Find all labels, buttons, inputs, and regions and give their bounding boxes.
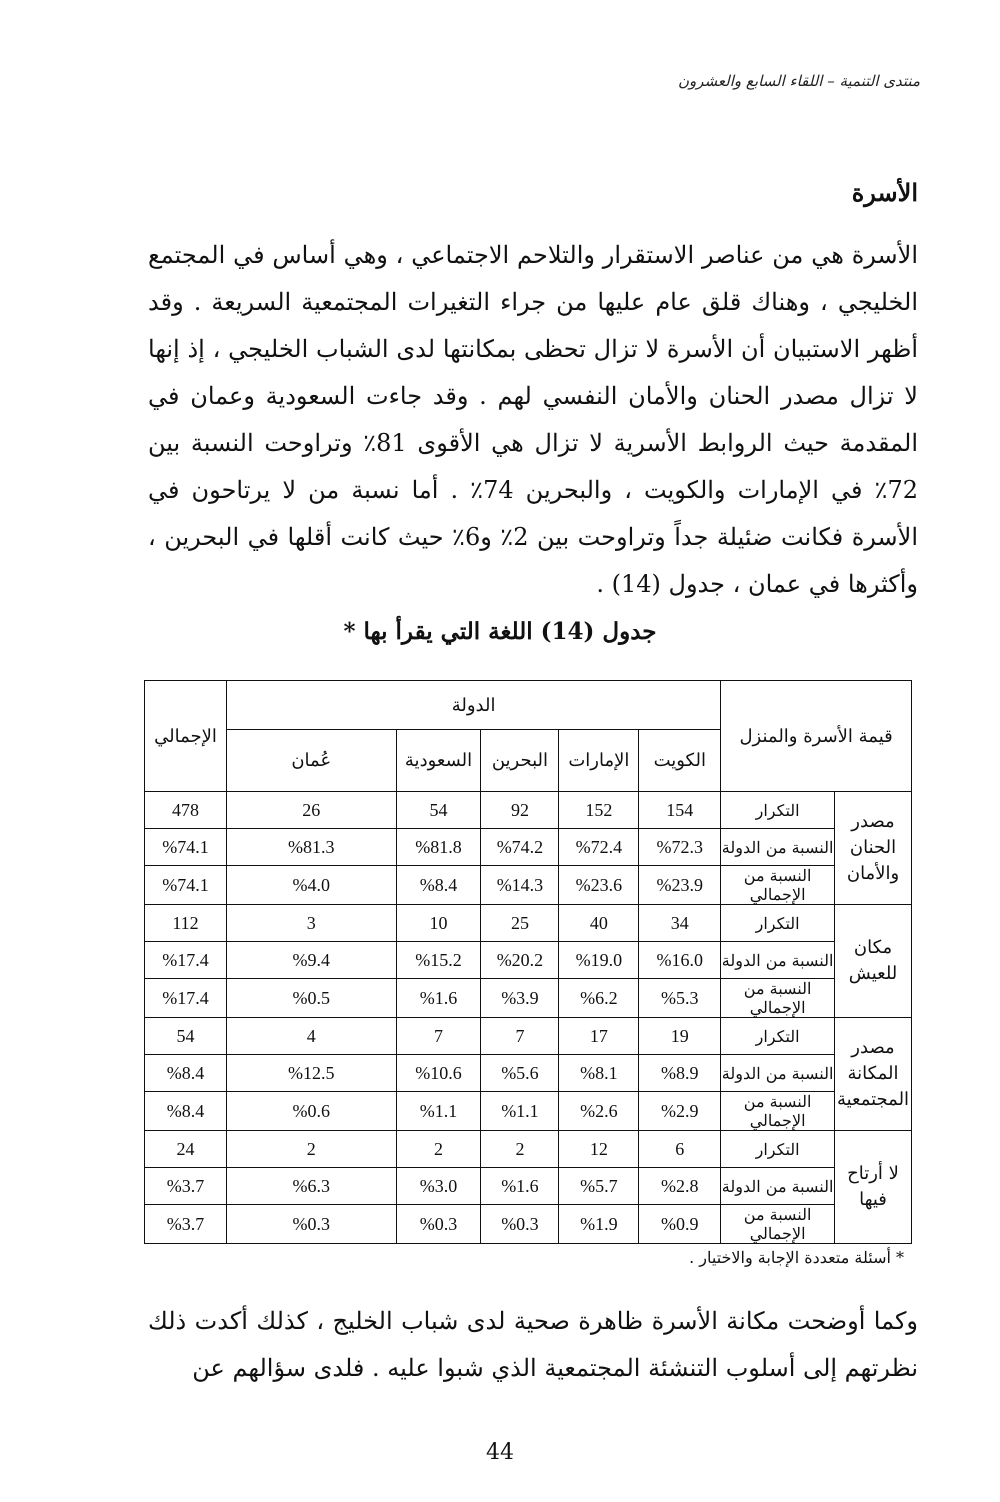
table-cell-total: 112 bbox=[145, 905, 227, 942]
table-cell-total: %3.7 bbox=[145, 1168, 227, 1205]
table-footnote: * أسئلة متعددة الإجابة والاختيار . bbox=[689, 1248, 904, 1267]
table-cell: 7 bbox=[396, 1018, 481, 1055]
table-cell: %5.7 bbox=[559, 1168, 639, 1205]
table-cell: %8.9 bbox=[639, 1055, 721, 1092]
table-cell: 34 bbox=[639, 905, 721, 942]
row-label: النسبة من الإجمالي bbox=[721, 1092, 835, 1131]
table-cell: 2 bbox=[226, 1131, 396, 1168]
table-title: جدول (14) اللغة التي يقرأ بها * bbox=[343, 618, 657, 645]
table-cell-total: %8.4 bbox=[145, 1092, 227, 1131]
table-cell: %0.9 bbox=[639, 1205, 721, 1244]
row-label: التكرار bbox=[721, 905, 835, 942]
running-header: منتدى التنمية – اللقاء السابع والعشرون bbox=[678, 72, 920, 90]
table-row bbox=[145, 942, 912, 979]
table-cell-total: %74.1 bbox=[145, 829, 227, 866]
row-label: النسبة من الدولة bbox=[721, 1055, 835, 1092]
header-country: عُمان bbox=[226, 730, 396, 792]
table-cell-total: %3.7 bbox=[145, 1205, 227, 1244]
header-country: السعودية bbox=[396, 730, 481, 792]
row-label: النسبة من الدولة bbox=[721, 942, 835, 979]
row-group-label: مكان للعيش bbox=[835, 905, 912, 1018]
table-cell: %3.9 bbox=[481, 979, 559, 1018]
table-cell: 26 bbox=[226, 792, 396, 829]
table-cell: %14.3 bbox=[481, 866, 559, 905]
row-label: النسبة من الإجمالي bbox=[721, 866, 835, 905]
table-cell: 2 bbox=[481, 1131, 559, 1168]
table-row bbox=[145, 1092, 912, 1131]
table-cell: %3.0 bbox=[396, 1168, 481, 1205]
table-row bbox=[145, 905, 912, 942]
row-label: التكرار bbox=[721, 1131, 835, 1168]
table-row bbox=[145, 1168, 912, 1205]
table-row bbox=[145, 979, 912, 1018]
header-country: الكويت bbox=[639, 730, 721, 792]
table-cell: %20.2 bbox=[481, 942, 559, 979]
table-body bbox=[145, 792, 912, 1244]
table-cell-total: %74.1 bbox=[145, 866, 227, 905]
header-state-group: الدولة bbox=[226, 681, 720, 730]
table-cell: 2 bbox=[396, 1131, 481, 1168]
table-cell: %81.8 bbox=[396, 829, 481, 866]
table-cell: %6.3 bbox=[226, 1168, 396, 1205]
header-value-column: قيمة الأسرة والمنزل bbox=[721, 681, 912, 792]
table-cell: %1.1 bbox=[396, 1092, 481, 1131]
table-cell: %74.2 bbox=[481, 829, 559, 866]
table-cell: %19.0 bbox=[559, 942, 639, 979]
table-cell-total: %8.4 bbox=[145, 1055, 227, 1092]
table-cell: %12.5 bbox=[226, 1055, 396, 1092]
table-row bbox=[145, 1055, 912, 1092]
table-cell: %72.3 bbox=[639, 829, 721, 866]
table-cell: 25 bbox=[481, 905, 559, 942]
row-label: النسبة من الدولة bbox=[721, 1168, 835, 1205]
table-row bbox=[145, 1205, 912, 1244]
table-cell: 4 bbox=[226, 1018, 396, 1055]
header-country: البحرين bbox=[481, 730, 559, 792]
table-cell: 17 bbox=[559, 1018, 639, 1055]
page-number: 44 bbox=[486, 1440, 514, 1465]
table-cell: %72.4 bbox=[559, 829, 639, 866]
row-label: التكرار bbox=[721, 792, 835, 829]
table-cell: %81.3 bbox=[226, 829, 396, 866]
table-cell: 7 bbox=[481, 1018, 559, 1055]
table-cell: 3 bbox=[226, 905, 396, 942]
row-group-label: مصدر المكانة المجتمعية bbox=[835, 1018, 912, 1131]
table-cell: %1.1 bbox=[481, 1092, 559, 1131]
table-cell: %5.6 bbox=[481, 1055, 559, 1092]
table-cell: %16.0 bbox=[639, 942, 721, 979]
row-label: التكرار bbox=[721, 1018, 835, 1055]
table-cell-total: 54 bbox=[145, 1018, 227, 1055]
table-cell: %0.3 bbox=[481, 1205, 559, 1244]
table-cell: 152 bbox=[559, 792, 639, 829]
table-cell: %23.6 bbox=[559, 866, 639, 905]
table-cell: %2.9 bbox=[639, 1092, 721, 1131]
table-cell: %1.6 bbox=[481, 1168, 559, 1205]
table-cell: %0.5 bbox=[226, 979, 396, 1018]
row-group-label: مصدر الحنان والأمان bbox=[835, 792, 912, 905]
table-cell: %23.9 bbox=[639, 866, 721, 905]
table-row bbox=[145, 1018, 912, 1055]
header-total: الإجمالي bbox=[145, 681, 227, 792]
table-row bbox=[145, 866, 912, 905]
header-country: الإمارات bbox=[559, 730, 639, 792]
row-group-label: لا أرتاح فيها bbox=[835, 1131, 912, 1244]
table-cell: %1.6 bbox=[396, 979, 481, 1018]
table-cell: %0.6 bbox=[226, 1092, 396, 1131]
table-cell: %0.3 bbox=[396, 1205, 481, 1244]
table-cell: %9.4 bbox=[226, 942, 396, 979]
table-cell-total: %17.4 bbox=[145, 979, 227, 1018]
section-heading: الأسرة bbox=[851, 178, 918, 207]
table-cell: 19 bbox=[639, 1018, 721, 1055]
body-paragraph-2: وكما أوضحت مكانة الأسرة ظاهرة صحية لدى شباب الخليج ، كذلك أكدت ذلك نظرتهم إلى أسلوب التنشئة المجتمعية الذي شبوا عليه . فلدى سؤالهم عن bbox=[148, 1307, 918, 1382]
table-cell: %8.1 bbox=[559, 1055, 639, 1092]
table-cell: %6.2 bbox=[559, 979, 639, 1018]
table-cell: %15.2 bbox=[396, 942, 481, 979]
table-cell: 12 bbox=[559, 1131, 639, 1168]
table-cell: %2.8 bbox=[639, 1168, 721, 1205]
row-label: النسبة من الدولة bbox=[721, 829, 835, 866]
table-cell: 92 bbox=[481, 792, 559, 829]
table-cell-total: %17.4 bbox=[145, 942, 227, 979]
table-cell: %2.6 bbox=[559, 1092, 639, 1131]
table-cell: 40 bbox=[559, 905, 639, 942]
body-paragraph-1: الأسرة هي من عناصر الاستقرار والتلاحم الاجتماعي ، وهي أساس في المجتمع الخليجي ، وهناك قلق عام عليها من جراء التغيرات المجتمعية السريعة . وقد أظهر الاستبيان أن الأسرة لا تزال تحظى بمكانتها لدى الشباب الخليجي ، إذ إنها لا تزال مصدر الحنان والأمان النفسي لهم . وقد جاءت السعودية وعمان في المقدمة حيث الروابط الأسرية لا تزال هي الأقوى 81٪ وتراوحت النسبة بين 72٪ في الإمارات والكويت ، والبحرين 74٪ . أما نسبة من لا يرتاحون في الأسرة فكانت ضئيلة جداً وتراوحت بين 2٪ و6٪ حيث كانت أقلها في البحرين ، وأكثرها في عمان ، جدول (14) . bbox=[148, 241, 919, 598]
table-cell: %4.0 bbox=[226, 866, 396, 905]
table-cell: 10 bbox=[396, 905, 481, 942]
table-cell: 54 bbox=[396, 792, 481, 829]
table-cell-total: 24 bbox=[145, 1131, 227, 1168]
row-label: النسبة من الإجمالي bbox=[721, 979, 835, 1018]
table-cell: %1.9 bbox=[559, 1205, 639, 1244]
table-cell: 6 bbox=[639, 1131, 721, 1168]
table-cell: %5.3 bbox=[639, 979, 721, 1018]
row-label: النسبة من الإجمالي bbox=[721, 1205, 835, 1244]
table-cell: %0.3 bbox=[226, 1205, 396, 1244]
data-table bbox=[144, 680, 912, 1244]
table-cell-total: 478 bbox=[145, 792, 227, 829]
table-cell: 154 bbox=[639, 792, 721, 829]
table-row bbox=[145, 829, 912, 866]
table-row bbox=[145, 1131, 912, 1168]
table-row bbox=[145, 792, 912, 829]
table-cell: %8.4 bbox=[396, 866, 481, 905]
table-cell: %10.6 bbox=[396, 1055, 481, 1092]
